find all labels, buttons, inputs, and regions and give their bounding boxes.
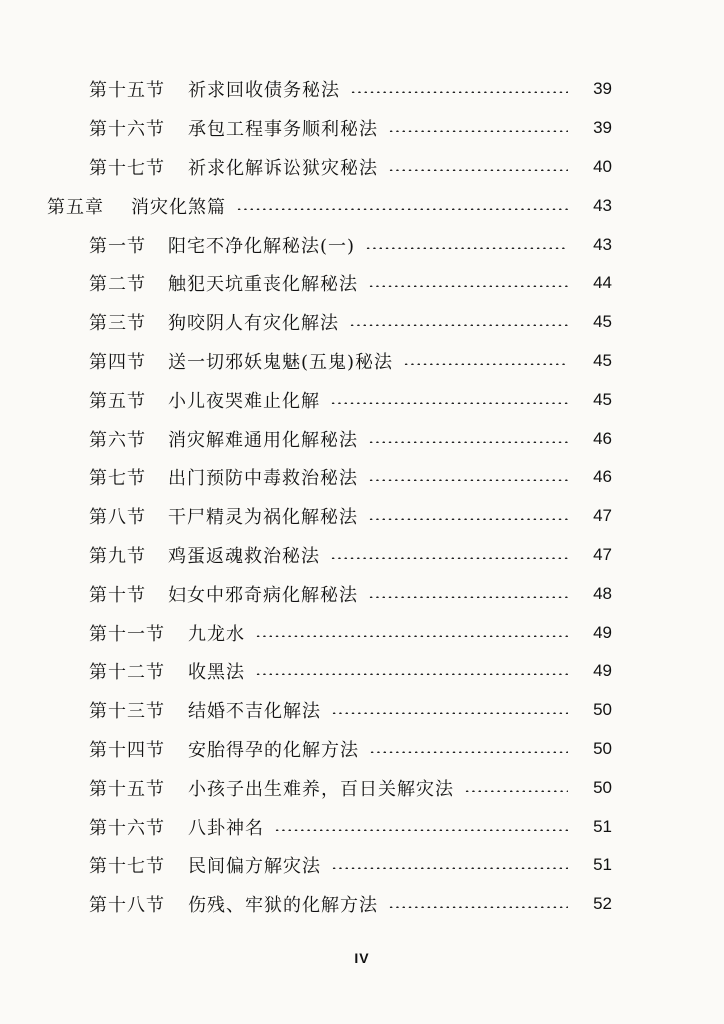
entry-title: 阳宅不净化解秘法(一) — [168, 235, 356, 257]
entry-number: 第七节 — [89, 468, 146, 490]
dot-leader — [274, 829, 568, 831]
dot-leader — [349, 324, 568, 326]
entry-title: 承包工程事务顺利秘法 — [188, 119, 378, 141]
toc-entry[interactable] — [0, 458, 724, 497]
entry-page: 39 — [593, 79, 612, 99]
toc-entry[interactable] — [0, 885, 724, 924]
entry-number: 第十七节 — [89, 157, 165, 179]
dot-leader — [368, 518, 568, 520]
entry-page: 45 — [593, 350, 612, 370]
entry-number: 第十八节 — [89, 895, 165, 917]
entry-page: 45 — [593, 389, 612, 409]
toc-entry[interactable] — [0, 768, 724, 807]
entry-title: 干尸精灵为祸化解秘法 — [168, 507, 358, 529]
entry-page: 44 — [593, 273, 612, 293]
toc-entry[interactable] — [0, 536, 724, 575]
entry-title: 狗咬阴人有灾化解法 — [168, 313, 339, 335]
dot-leader — [331, 867, 568, 869]
dot-leader — [330, 557, 568, 559]
entry-page: 49 — [593, 622, 612, 642]
toc-entry[interactable] — [0, 419, 724, 458]
dot-leader — [388, 169, 568, 171]
entry-title: 八卦神名 — [188, 817, 264, 839]
toc-entry[interactable] — [0, 807, 724, 846]
entry-number: 第九节 — [89, 545, 146, 567]
entry-number: 第十四节 — [89, 739, 165, 761]
dot-leader — [388, 906, 568, 908]
toc-entry[interactable] — [0, 613, 724, 652]
entry-page: 52 — [593, 894, 612, 914]
entry-page: 46 — [593, 467, 612, 487]
entry-title: 民间偏方解灾法 — [188, 856, 321, 878]
entry-title: 安胎得孕的化解方法 — [188, 739, 359, 761]
entry-number: 第十二节 — [89, 662, 165, 684]
dot-leader — [331, 712, 568, 714]
toc-entry[interactable] — [0, 574, 724, 613]
entry-title: 收黑法 — [188, 662, 245, 684]
dot-leader — [388, 130, 568, 132]
toc-entry[interactable] — [0, 497, 724, 536]
entry-page: 50 — [593, 700, 612, 720]
toc-entry[interactable] — [0, 148, 724, 187]
toc-entry[interactable] — [0, 264, 724, 303]
entry-page: 47 — [593, 544, 612, 564]
entry-page: 43 — [593, 234, 612, 254]
entry-number: 第一节 — [89, 235, 146, 257]
toc-entry[interactable] — [0, 730, 724, 769]
entry-title: 触犯天坑重丧化解秘法 — [168, 274, 358, 296]
dot-leader — [368, 596, 568, 598]
dot-leader — [369, 751, 568, 753]
entry-title: 结婚不吉化解法 — [188, 701, 321, 723]
toc-entry[interactable] — [0, 380, 724, 419]
toc-entry[interactable] — [0, 652, 724, 691]
chapter-title: 消灾化煞篇 — [131, 196, 226, 218]
entry-number: 第十五节 — [89, 778, 165, 800]
entry-number: 第四节 — [89, 351, 146, 373]
entry-title: 九龙水 — [188, 623, 245, 645]
entry-page: 49 — [593, 661, 612, 681]
entry-page: 45 — [593, 312, 612, 332]
dot-leader — [368, 479, 568, 481]
entry-title: 祈求回收债务秘法 — [188, 80, 340, 102]
toc-entry[interactable] — [0, 225, 724, 264]
toc-entry[interactable] — [0, 342, 724, 381]
entry-page: 47 — [593, 506, 612, 526]
dot-leader — [330, 402, 568, 404]
dot-leader — [255, 673, 568, 675]
entry-number: 第十六节 — [89, 119, 165, 141]
toc-entry[interactable] — [0, 846, 724, 885]
toc-entry[interactable] — [0, 109, 724, 148]
entry-number: 第十五节 — [89, 80, 165, 102]
entry-page: 40 — [593, 156, 612, 176]
entry-title: 鸡蛋返魂救治秘法 — [168, 545, 320, 567]
entry-title: 送一切邪妖鬼魅(五鬼)秘法 — [168, 351, 394, 373]
entry-page: 46 — [593, 428, 612, 448]
entry-page: 51 — [593, 855, 612, 875]
entry-page: 48 — [593, 583, 612, 603]
entry-number: 第八节 — [89, 507, 146, 529]
entry-number: 第三节 — [89, 313, 146, 335]
entry-number: 第十一节 — [89, 623, 165, 645]
dot-leader — [403, 363, 568, 365]
entry-page: 50 — [593, 777, 612, 797]
entry-page: 51 — [593, 816, 612, 836]
entry-number: 第十七节 — [89, 856, 165, 878]
entry-number: 第十六节 — [89, 817, 165, 839]
entry-title: 出门预防中毒救治秘法 — [168, 468, 358, 490]
entry-number: 第二节 — [89, 274, 146, 296]
entry-number: 第十节 — [89, 584, 146, 606]
dot-leader — [365, 247, 568, 249]
entry-title: 消灾解难通用化解秘法 — [168, 429, 358, 451]
entry-title: 祈求化解诉讼狱灾秘法 — [188, 157, 378, 179]
entry-title: 伤残、牢狱的化解方法 — [188, 895, 378, 917]
toc-chapter-entry[interactable] — [0, 186, 724, 225]
entry-title: 小儿夜哭难止化解 — [168, 390, 320, 412]
entry-title: 妇女中邪奇病化解秘法 — [168, 584, 358, 606]
dot-leader — [255, 635, 568, 637]
entry-number: 第五节 — [89, 390, 146, 412]
page-folio: IV — [354, 950, 370, 966]
entry-page: 50 — [593, 738, 612, 758]
entry-page: 43 — [593, 195, 612, 215]
entry-number: 第六节 — [89, 429, 146, 451]
dot-leader — [236, 208, 568, 210]
dot-leader — [368, 285, 568, 287]
chapter-number: 第五章 — [47, 196, 104, 218]
entry-number: 第十三节 — [89, 701, 165, 723]
dot-leader — [350, 91, 568, 93]
toc-entry[interactable] — [0, 303, 724, 342]
table-of-contents — [0, 70, 724, 924]
toc-entry[interactable] — [0, 70, 724, 109]
dot-leader — [464, 790, 568, 792]
dot-leader — [368, 441, 568, 443]
entry-title: 小孩子出生难养，百日关解灾法 — [188, 778, 454, 800]
toc-entry[interactable] — [0, 691, 724, 730]
entry-page: 39 — [593, 118, 612, 138]
